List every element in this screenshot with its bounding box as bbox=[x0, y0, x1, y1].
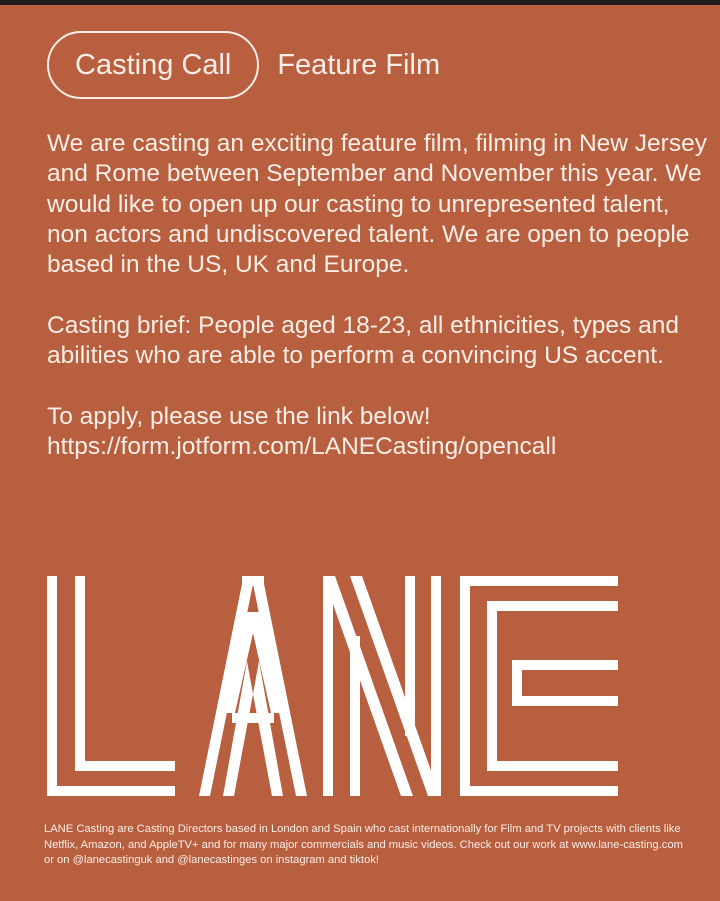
header bbox=[47, 29, 440, 101]
lane-logo bbox=[47, 576, 673, 796]
intro-paragraph: We are casting an exciting feature film, filming in New Jersey and Rome between September and November this year. We would like to open up our casting to unrepresented talent, non actors and undiscovered talent. We are open to people based in the US, UK and Europe. bbox=[47, 130, 707, 279]
apply-link[interactable]: https://form.jotform.com/LANECasting/opencall bbox=[47, 432, 557, 460]
casting-description bbox=[47, 129, 707, 462]
apply-instruction: To apply, please use the link below! bbox=[47, 402, 431, 430]
casting-brief-paragraph: Casting brief: People aged 18-23, all ethnicities, types and abilities who are able to perform a convincing US accent. bbox=[47, 311, 679, 370]
top-bar bbox=[0, 0, 720, 5]
casting-call-label: Casting Call bbox=[75, 48, 232, 81]
casting-call-badge bbox=[47, 31, 259, 99]
feature-film-label: Feature Film bbox=[277, 48, 441, 81]
footer-note: LANE Casting are Casting Directors based in London and Spain who cast internationally for Film and TV projects with clients like Netflix, Amazon, and AppleTV+ and for many major commercials and music videos. Check out our work at www.lane-casting.com or on @lanecastinguk and @lanecastinges on instagram and tiktok! bbox=[44, 823, 683, 866]
